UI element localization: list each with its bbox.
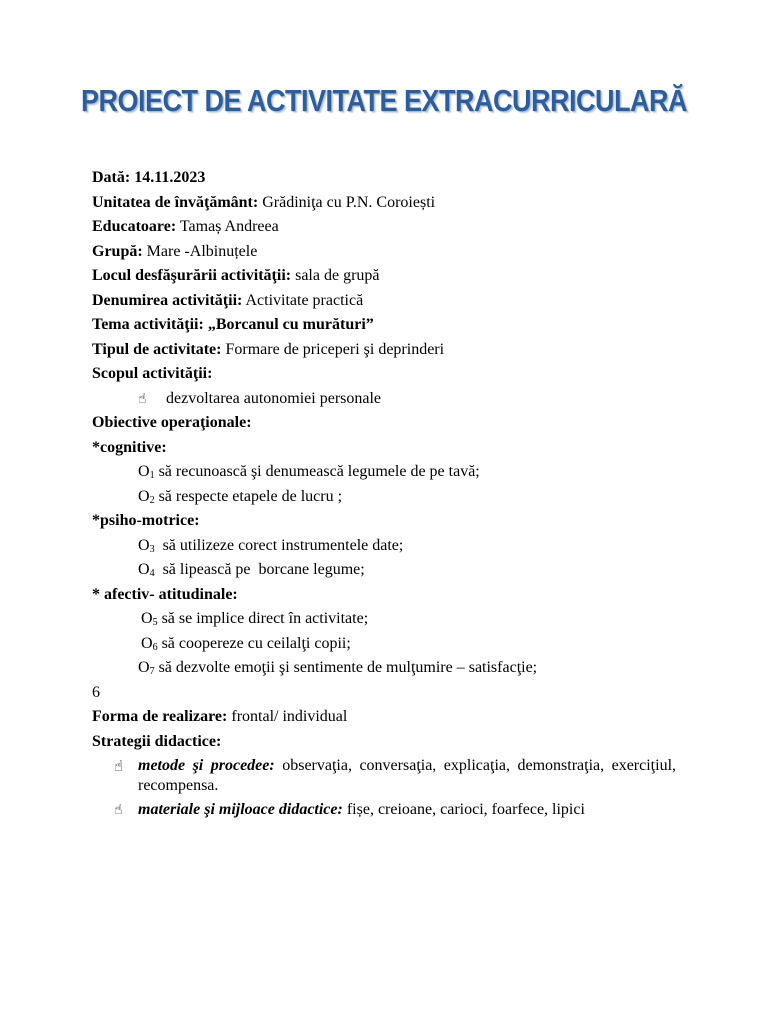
objective-item	[92, 558, 676, 583]
objective-number: 6	[152, 641, 158, 653]
strategy-label: metode şi procedee:	[138, 757, 275, 774]
objective-text: să se implice direct în activitate;	[161, 610, 369, 627]
objective-number: 5	[152, 617, 158, 628]
objective-item	[92, 607, 676, 632]
field-unitatea	[92, 191, 676, 216]
field-label: Tema activităţii:	[92, 316, 204, 333]
strategy-item-metode	[92, 756, 676, 796]
scopul-heading: Scopul activităţii:	[92, 365, 213, 382]
scopul-item	[92, 387, 676, 412]
field-educatoare	[92, 215, 676, 240]
objective-code: O	[141, 610, 153, 627]
objective-text: să coopereze cu ceilalţi copii;	[161, 634, 351, 652]
field-value: Formare de priceperi şi deprinderi	[225, 340, 445, 358]
strategy-value: fișe, creioane, carioci, foarfece, lipici	[346, 801, 585, 818]
cognitive-heading: *cognitive:	[92, 438, 167, 456]
objective-number: 4	[149, 568, 155, 579]
field-value: Activitate practică	[245, 291, 364, 309]
field-value: Grădiniţa cu P.N. Coroiești	[262, 193, 436, 211]
obiective-heading: Obiective operaţionale:	[92, 414, 252, 431]
pointing-hand-icon: ☝	[114, 757, 124, 775]
field-denumirea	[92, 289, 676, 314]
objective-text: să recunoască şi denumească legumele de pe tavă;	[158, 463, 480, 480]
field-data	[92, 166, 676, 191]
strategy-item-materiale	[92, 800, 676, 820]
objective-code: O	[138, 487, 150, 505]
objective-text: să dezvolte emoţii şi sentimente de mulţumire – satisfacţie;	[158, 659, 538, 676]
field-value: sala de grupă	[295, 267, 380, 284]
field-label: Educatoare:	[92, 218, 177, 235]
objective-code: O	[141, 634, 153, 652]
psiho-heading: *psiho-motrice:	[92, 512, 200, 529]
field-label: Tipul de activitate:	[92, 340, 222, 358]
objective-number: 2	[149, 494, 155, 506]
field-grupa	[92, 240, 676, 265]
objective-code: O	[138, 561, 150, 578]
pointing-hand-icon: ☝	[138, 390, 147, 407]
objective-code: O	[138, 659, 150, 676]
strategii-heading: Strategii didactice:	[92, 732, 222, 750]
objective-item	[92, 534, 676, 559]
page-title: PROIECT DE ACTIVITATE EXTRACURRICULARĂ	[81, 84, 687, 118]
objective-item	[92, 656, 676, 681]
objective-item	[92, 460, 676, 485]
stray-number: 6	[92, 683, 100, 701]
field-label: Denumirea activităţii:	[92, 291, 243, 309]
objective-item	[92, 485, 676, 510]
strategy-value: observaţia, conversaţia, explicaţia, demonstraţia, exerciţiul, recompensa.	[138, 757, 677, 794]
objective-text: să utilizeze corect instrumentele date;	[158, 536, 404, 554]
objective-number: 1	[149, 470, 155, 481]
field-label: Unitatea de învăţământ:	[92, 193, 259, 211]
objective-number: 7	[149, 666, 155, 677]
afectiv-heading: * afectiv- atitudinale:	[92, 585, 238, 603]
field-tema	[92, 313, 676, 338]
pointing-hand-icon: ☝	[114, 802, 123, 818]
objective-text: să respecte etapele de lucru ;	[158, 487, 343, 505]
field-tipul	[92, 338, 676, 363]
objective-number: 3	[149, 543, 155, 555]
field-label: Forma de realizare:	[92, 708, 228, 725]
field-label: Grupă:	[92, 242, 143, 260]
field-value: „Borcanul cu murături”	[207, 316, 374, 333]
field-locul	[92, 264, 676, 289]
document-body	[92, 166, 676, 824]
field-forma	[92, 705, 676, 730]
objective-code: O	[138, 536, 150, 554]
objective-text: să lipească pe borcane legume;	[158, 561, 365, 578]
scopul-text: dezvoltarea autonomiei personale	[166, 389, 382, 407]
field-value: Mare -Albinuțele	[146, 242, 258, 260]
field-value: 14.11.2023	[134, 169, 206, 186]
field-label: Dată:	[92, 169, 131, 186]
field-label: Locul desfăşurării activităţii:	[92, 267, 292, 284]
field-value: Tamaș Andreea	[179, 218, 279, 235]
objective-item	[92, 632, 676, 657]
objective-code: O	[138, 463, 150, 480]
strategy-label: materiale şi mijloace didactice:	[138, 801, 343, 818]
field-value: frontal/ individual	[231, 708, 348, 725]
